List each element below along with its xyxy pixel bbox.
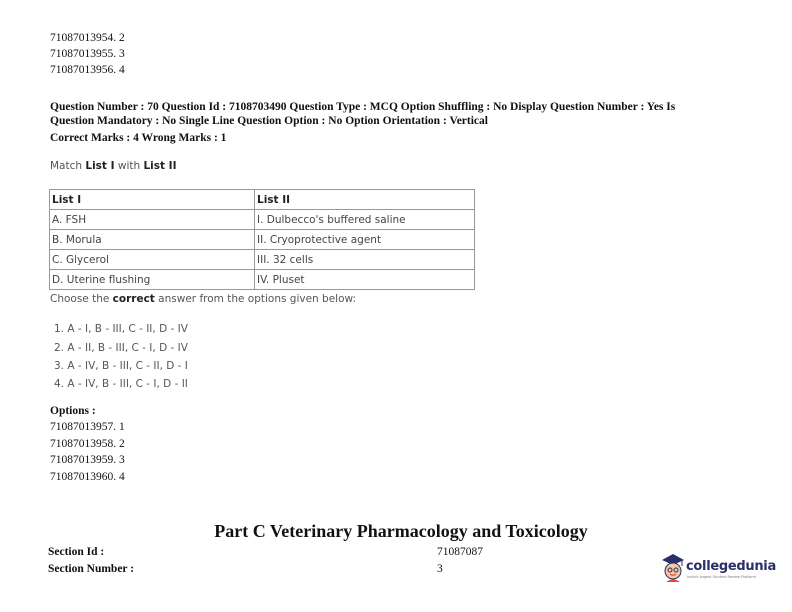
- table-header-list1: List I: [50, 190, 255, 210]
- table-header-row: [50, 190, 475, 210]
- answer-choice-1: 1. A - I, B - III, C - II, D - IV: [54, 323, 188, 335]
- option-id-2: 71087013958. 2: [50, 438, 125, 450]
- prev-option-3: 71087013956. 4: [50, 64, 125, 76]
- option-id-3: 71087013959. 3: [50, 454, 125, 466]
- table-cell: C. Glycerol: [50, 250, 255, 270]
- option-id-4: 71087013960. 4: [50, 471, 125, 483]
- section-number-value: 3: [437, 563, 443, 575]
- section-number-label: Section Number :: [48, 563, 135, 575]
- answer-choice-3: 3. A - IV, B - III, C - II, D - I: [54, 360, 188, 372]
- section-id-value: 71087087: [437, 546, 483, 558]
- prev-option-1: 71087013954. 2: [50, 32, 125, 44]
- table-row: [50, 250, 475, 270]
- table-cell: D. Uterine flushing: [50, 270, 255, 290]
- table-cell: A. FSH: [50, 210, 255, 230]
- student-mascot-icon: [660, 553, 686, 585]
- table-cell: IV. Pluset: [255, 270, 475, 290]
- marks-line: Correct Marks : 4 Wrong Marks : 1: [50, 132, 227, 144]
- collegedunia-logo: [660, 553, 776, 587]
- answer-choice-2: 2. A - II, B - III, C - I, D - IV: [54, 342, 188, 354]
- part-title: Part C Veterinary Pharmacology and Toxicology: [214, 521, 588, 541]
- question-header-line1: Question Number : 70 Question Id : 7108703490 Question Type : MCQ Option Shuffling : No Display Question Number : Yes Is: [50, 101, 676, 113]
- choose-instruction: Choose the correct answer from the options given below:: [50, 293, 357, 305]
- options-label: Options :: [50, 405, 96, 417]
- match-table: [49, 189, 475, 290]
- logo-tagline: India's largest Student Review Platform: [687, 575, 756, 579]
- question-header-line2: Question Mandatory : No Single Line Question Option : No Option Orientation : Vertical: [50, 115, 488, 127]
- table-row: [50, 230, 475, 250]
- table-row: [50, 270, 475, 290]
- table-header-list2: List II: [255, 190, 475, 210]
- question-header: [50, 100, 740, 128]
- table-cell: III. 32 cells: [255, 250, 475, 270]
- section-id-label: Section Id :: [48, 546, 105, 558]
- table-cell: B. Morula: [50, 230, 255, 250]
- logo-wordmark: collegedunia: [686, 559, 776, 574]
- answer-choice-4: 4. A - IV, B - III, C - I, D - II: [54, 378, 188, 390]
- option-id-1: 71087013957. 1: [50, 421, 125, 433]
- match-instruction: Match List I with List II: [50, 160, 177, 172]
- table-cell: I. Dulbecco's buffered saline: [255, 210, 475, 230]
- table-row: [50, 210, 475, 230]
- prev-option-2: 71087013955. 3: [50, 48, 125, 60]
- table-cell: II. Cryoprotective agent: [255, 230, 475, 250]
